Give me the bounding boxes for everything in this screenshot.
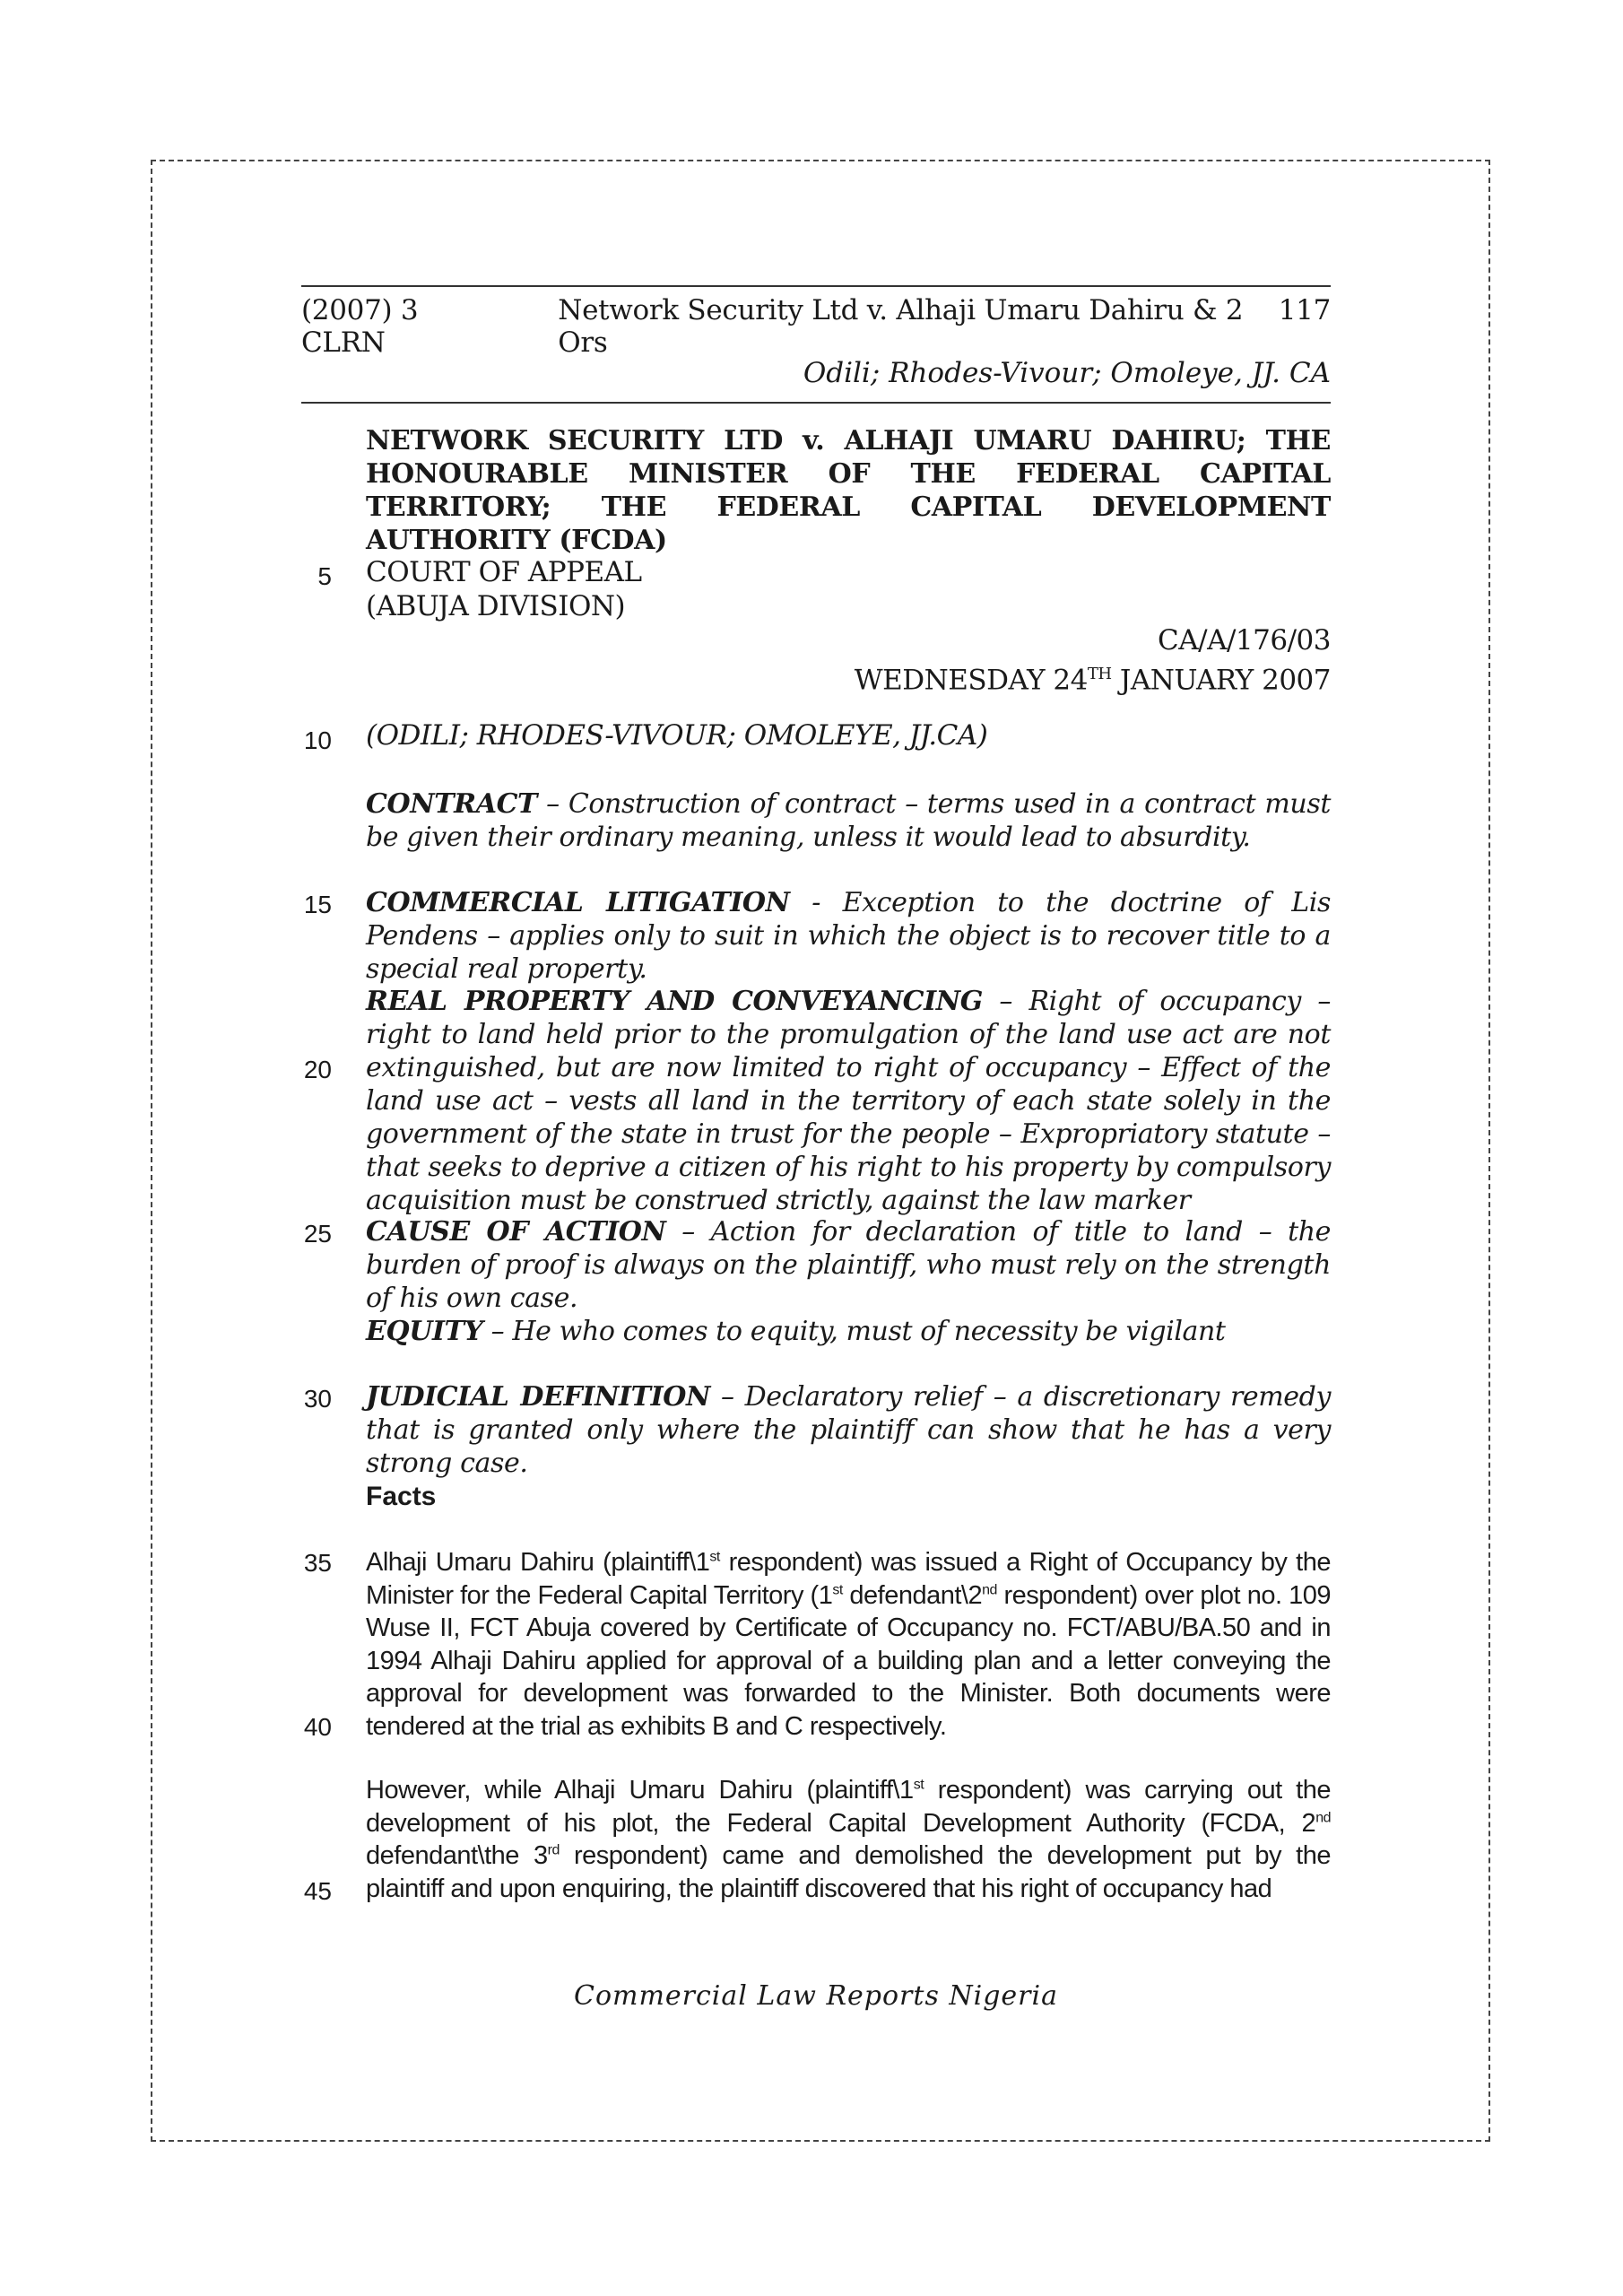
catchword-text: – Action for declaration of title to land – the burden of proof is always on the plaintiff, who must rely on the strength of his own case. [366, 1216, 1331, 1314]
ordinal-sup: st [832, 1581, 843, 1597]
text-run: respondent) came and demolished the development put by the plaintiff and upon enquiring, the plaintiff discovered that his right of occupancy had [366, 1841, 1331, 1903]
text-run: Alhaji Umaru Dahiru (plaintiff\1 [366, 1548, 710, 1577]
catchword-text: – Declaratory relief – a discretionary remedy that is granted only where the plaintiff can show that he has a very strong case. [366, 1381, 1331, 1479]
page-footer: Commercial Law Reports Nigeria [574, 1980, 1058, 2012]
ordinal-sup: st [913, 1777, 924, 1793]
court-block [366, 555, 1331, 623]
line-number: 15 [303, 891, 332, 918]
text-run: respondent) was carrying out the development of his plot, the Federal Capital Development Authority (FCDA, 2 [366, 1776, 1331, 1838]
case-title: NETWORK SECURITY LTD v. ALHAJI UMARU DAHIRU; THE HONOURABLE MINISTER OF THE FEDERAL CAPITAL TERRITORY; THE FEDERAL CAPITAL DEVELOPMENT AUTHORITY (FCDA) [366, 425, 1331, 556]
ordinal-sup: nd [1315, 1809, 1331, 1825]
catchword-text: – Construction of contract – terms used in a contract must be given their ordinary meaning, unless it would lead to absurdity. [366, 788, 1331, 853]
facts-paragraph [366, 1546, 1331, 1743]
line-number: 30 [303, 1385, 332, 1413]
catchword-heading: COMMERCIAL LITIGATION [366, 887, 790, 918]
facts-heading: Facts [366, 1482, 437, 1511]
date-suffix: JANUARY 2007 [1111, 664, 1331, 697]
line-number: 20 [303, 1056, 332, 1083]
header-page-number: 117 [1278, 294, 1331, 326]
suit-number: CA/A/176/03 [1158, 624, 1331, 657]
text-run: respondent) over plot no. 109 Wuse II, FCT Abuja covered by Certificate of Occupancy no. FCT/ABU/BA.50 and in 1994 Alhaji Dahiru applied for approval of a building plan and a letter conveying the approval for development was forwarded to the Minister. Both documents were tendered at the trial as exhibits B and C respectively. [366, 1580, 1331, 1741]
catchword-heading: CONTRACT [366, 788, 537, 820]
judgment-date [366, 657, 1331, 697]
header-citation: (2007) 3 CLRN [301, 294, 419, 359]
catchword-heading: JUDICIAL DEFINITION [366, 1381, 710, 1413]
catchword [366, 985, 1331, 1217]
catchword-heading: CAUSE OF ACTION [366, 1216, 666, 1248]
catchword [366, 1380, 1331, 1480]
ordinal-sup: nd [982, 1581, 997, 1597]
line-number: 45 [303, 1877, 332, 1905]
line-number: 25 [303, 1220, 332, 1248]
court-name: COURT OF APPEAL [366, 556, 642, 588]
facts-paragraph [366, 1774, 1331, 1905]
catchword [366, 1215, 1331, 1315]
line-number: 35 [303, 1549, 332, 1577]
text-run: defendant\the 3 [366, 1841, 548, 1870]
ordinal-sup: rd [547, 1842, 560, 1858]
catchword [366, 787, 1331, 854]
line-number: 10 [303, 726, 332, 754]
coram: (ODILI; RHODES-VIVOUR; OMOLEYE, JJ.CA) [366, 719, 988, 752]
date-prefix: WEDNESDAY 24 [854, 664, 1088, 697]
court-reference [366, 623, 1331, 697]
ordinal-sup: st [709, 1549, 720, 1565]
header-judges: Odili; Rhodes-Vivour; Omoleye, JJ. CA [301, 357, 1331, 404]
running-header [301, 285, 1331, 359]
line-number: 5 [317, 562, 332, 590]
catchword-heading: EQUITY [366, 1316, 483, 1347]
header-case-short: Network Security Ltd v. Alhaji Umaru Dahiru & 2 Ors [558, 294, 1244, 359]
catchword-text: - Exception to the doctrine of Lis Pendens – applies only to suit in which the object is to recover title to a special real property. [366, 887, 1331, 985]
text-run: respondent) was issued a Right of Occupancy by the Minister for the Federal Capital Territory (1 [366, 1548, 1331, 1610]
line-number: 40 [303, 1713, 332, 1741]
catchword-heading: REAL PROPERTY AND CONVEYANCING [366, 986, 983, 1017]
catchword-text: – Right of occupancy – right to land held prior to the promulgation of the land use act are not extinguished, but are now limited to right of occupancy – Effect of the land use act – vests all land in the territory of each state solely in the government of the state in trust for the people – Expropriatory statute – that seeks to deprive a citizen of his right to his property by compulsory acquisition must be construed strictly, against the law marker [366, 986, 1331, 1216]
catchword [366, 1315, 1331, 1348]
catchword [366, 886, 1331, 986]
date-sup: TH [1087, 665, 1112, 683]
catchword-text: – He who comes to equity, must of necessity be vigilant [482, 1316, 1226, 1347]
text-run: defendant\2 [842, 1580, 983, 1610]
court-division: (ABUJA DIVISION) [366, 590, 626, 622]
text-run: However, while Alhaji Umaru Dahiru (plaintiff\1 [366, 1776, 914, 1805]
